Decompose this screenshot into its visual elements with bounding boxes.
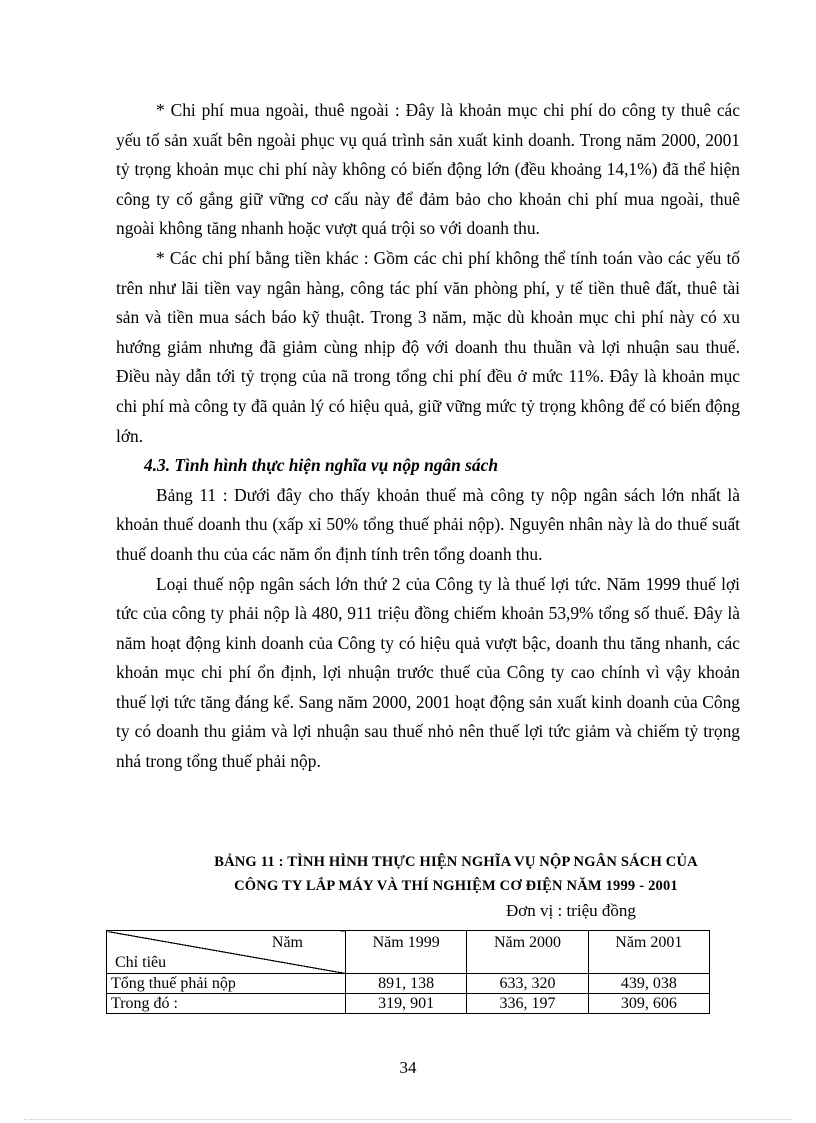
corner-cell <box>107 931 346 974</box>
paragraph-profit-tax: Loại thuế nộp ngân sách lớn thứ 2 của Công ty là thuế lợi tức. Năm 1999 thuế lợi tức của công ty phải nộp là 480, 911 triệu đồng chiếm khoản 53,9% tổng số thuế. Đây là năm hoạt động kinh doanh của Công ty có hiệu quả vượt bậc, doanh thu tăng nhanh, các khoản mục chi phí ổn định, lợi nhuận trước thuế của Công ty cao chính vì vậy khoản thuế lợi tức tăng đáng kể. Sang năm 2000, 2001 hoạt động sản xuất kinh doanh của Công ty có doanh thu giảm và lợi nhuận sau thuế nhỏ nên thuế lợi tức giảm và chiếm tỷ trọng nhá trong tổng thuế phải nộp. <box>116 573 740 772</box>
table-cell: 309, 606 <box>588 994 709 1014</box>
body-text <box>116 96 740 777</box>
corner-label-year: Năm <box>271 934 303 951</box>
year-header: Năm 1999 <box>346 931 467 974</box>
table-row <box>107 994 710 1014</box>
table-header-row <box>107 931 710 974</box>
paragraph-outsourced-costs: * Chi phí mua ngoài, thuê ngoài : Đây là khoản mục chi phí do công ty thuê các yếu tố sản xuất bên ngoài phục vụ quá trình sản xuất kinh doanh. Trong năm 2000, 2001 tỷ trọng khoản mục chi phí này không có biến động lớn (đều khoảng 14,1%) đã thể hiện công ty cố gắng giữ vững cơ cấu này để đảm bảo cho khoản chi phí mua ngoài, thuê ngoài không tăng nhanh hoặc vượt quá trội so với doanh thu. <box>116 100 740 239</box>
tax-table <box>106 930 710 1014</box>
table-cell: 319, 901 <box>346 994 467 1014</box>
row-label: Tổng thuế phải nộp <box>107 974 346 994</box>
paragraph-other-cash-costs: * Các chi phí bằng tiền khác : Gồm các chi phí không thể tính toán vào các yếu tố trên như lãi tiền vay ngân hàng, công tác phí văn phòng phí, y tế tiền thuê đất, thuê tài sản và tiền mua sách báo kỹ thuật. Trong 3 năm, mặc dù khoản mục chi phí này có xu hướng giảm nhưng đã giảm cùng nhịp độ với doanh thu thuần và lợi nhuận sau thuế. Điều này dẫn tới tỷ trọng của nã trong tổng chi phí đều ở mức 11%. Đây là khoản mục chi phí mà công ty đã quản lý có hiệu quả, giữ vững mức tỷ trọng không để có biến động lớn. <box>116 247 740 446</box>
year-header: Năm 2000 <box>467 931 588 974</box>
paragraph-table-intro: Bảng 11 : Dưới đây cho thấy khoản thuế mà công ty nộp ngân sách lớn nhất là khoản thuế doanh thu (xấp xỉ 50% tổng thuế phải nộp). Nguyên nhân này là do thuế suất thuế doanh thu của các năm ổn định tính trên tổng doanh thu. <box>116 484 740 564</box>
table-cell: 439, 038 <box>588 974 709 994</box>
page-number: 34 <box>399 1058 417 1077</box>
year-header: Năm 2001 <box>588 931 709 974</box>
section-heading: 4.3. Tình hình thực hiện nghĩa vụ nộp ngân sách <box>144 455 499 476</box>
table-cell: 891, 138 <box>346 974 467 994</box>
table-title <box>116 850 796 898</box>
table-title-line-2: CÔNG TY LẮP MÁY VÀ THÍ NGHIỆM CƠ ĐIỆN NĂM 1999 - 2001 <box>234 878 678 894</box>
table-row <box>107 974 710 994</box>
corner-label-indicator: Chỉ tiêu <box>115 954 167 971</box>
table-title-line-1: BẢNG 11 : TÌNH HÌNH THỰC HIỆN NGHĨA VỤ NỘP NGÂN SÁCH CỦA <box>214 854 698 870</box>
row-label: Trong đó : <box>107 994 346 1014</box>
table-cell: 336, 197 <box>467 994 588 1014</box>
footer-divider <box>24 1119 792 1120</box>
table-cell: 633, 320 <box>467 974 588 994</box>
table-unit: Đơn vị : triệu đồng <box>506 901 636 920</box>
